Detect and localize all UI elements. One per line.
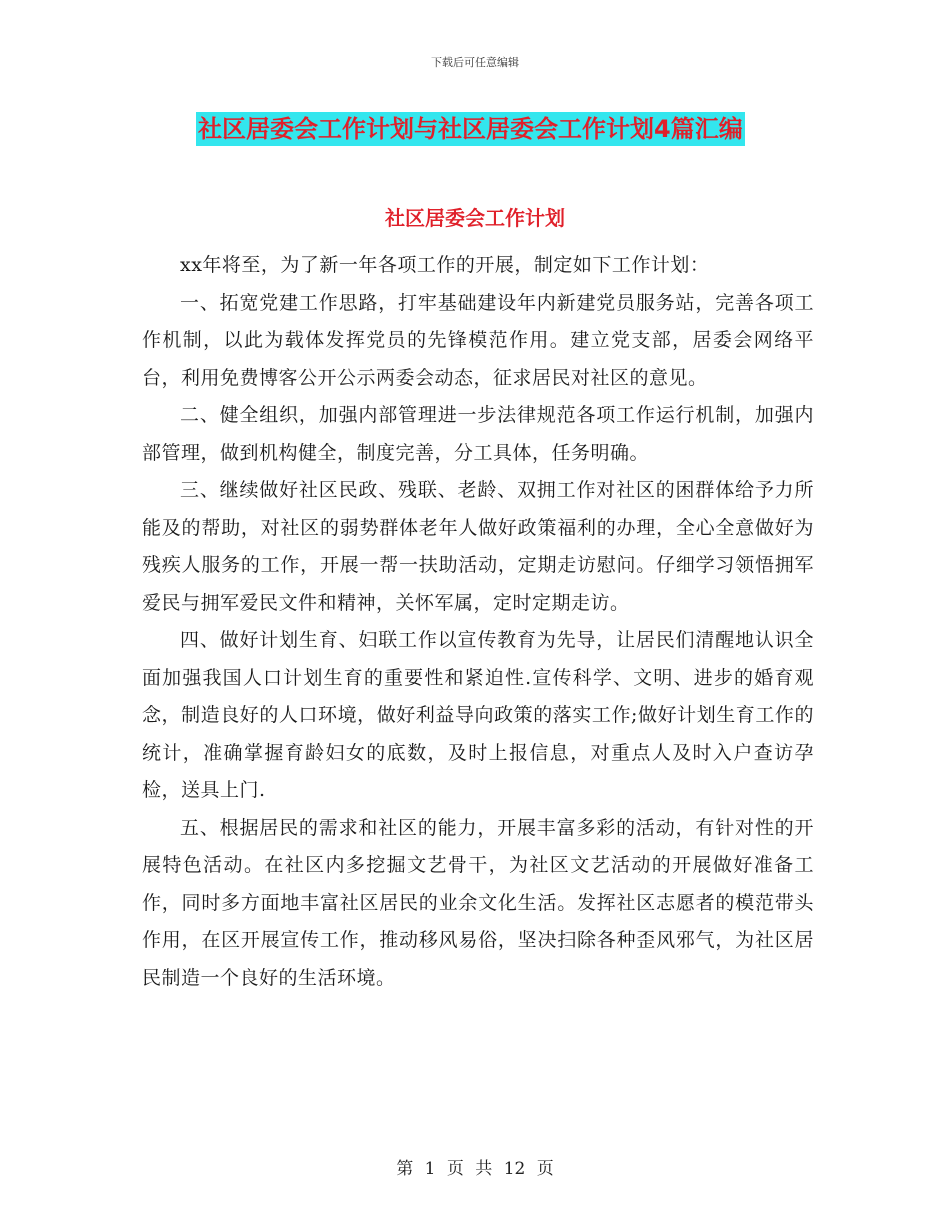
paragraph-intro: xx年将至，为了新一年各项工作的开展，制定如下工作计划： (180, 254, 710, 276)
paragraph-5: 五、根据居民的需求和社区的能力，开展丰富多彩的活动，有针对性的开展特色活动。在社区内多挖掘文艺骨干，为社区文艺活动的开展做好准备工作，同时多方面地丰富社区居民的业余文化生活。发挥社区志愿者的模范带头作用，在区开展宣传工作，推动移风易俗，坚决扫除各种歪风邪气，为社区居民制造一个良好的生活环境。 (142, 816, 814, 989)
paragraph-1: 一、拓宽党建工作思路，打牢基础建设年内新建党员服务站，完善各项工作机制，以此为载体发挥党员的先锋模范作用。建立党支部，居委会网络平台，利用免费博客公开公示两委会动态，征求居民对社区的意见。 (142, 291, 814, 389)
paragraph-2: 二、健全组织，加强内部管理进一步法律规范各项工作运行机制，加强内部管理，做到机构健全，制度完善，分工具体，任务明确。 (142, 404, 814, 464)
header-note: 下载后可任意编辑 (431, 56, 519, 69)
paragraph-3: 三、继续做好社区民政、残联、老龄、双拥工作对社区的困群体给予力所能及的帮助，对社区的弱势群体老年人做好政策福利的办理，全心全意做好为残疾人服务的工作，开展一帮一扶助活动，定期走访慰问。仔细学习领悟拥军爱民与拥军爱民文件和精神，关怀军属，定时定期走访。 (142, 479, 814, 614)
section-title: 社区居委会工作计划 (385, 206, 565, 230)
document-main-title: 社区居委会工作计划与社区居委会工作计划4篇汇编 (196, 112, 745, 146)
paragraph-4: 四、做好计划生育、妇联工作以宣传教育为先导，让居民们清醒地认识全面加强我国人口计划生育的重要性和紧迫性.宣传科学、文明、进步的婚育观念，制造良好的人口环境，做好利益导向政策的落实工作;做好计划生育工作的统计，准确掌握育龄妇女的底数，及时上报信息，对重点人及时入户查访孕检，送具上门. (142, 629, 814, 801)
document-body (142, 247, 814, 997)
page-number-footer: 第 1 页 共 12 页 (396, 1159, 554, 1179)
